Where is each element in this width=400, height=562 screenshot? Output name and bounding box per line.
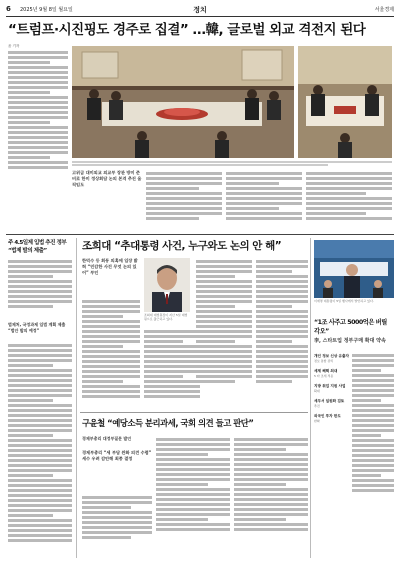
story5-subhead: 경제부총리 대정부질문 발언 <box>82 436 132 441</box>
lead-pull-quote: 고위급 대미외교 외교부 장관 방미 준비로 한미 정상회담 논의 본격 추진 움직임도 <box>72 170 142 187</box>
story3-body-3 <box>196 258 252 408</box>
lead-body-col-3 <box>226 170 302 230</box>
page-header <box>6 4 394 17</box>
column-rule-2 <box>310 238 311 558</box>
story5-body-2 <box>156 436 230 556</box>
sidebar-item: 세무서 일원화 검토 추진 <box>314 399 345 408</box>
story3-body-4 <box>256 258 308 408</box>
lead-photo-caption <box>72 160 392 167</box>
section-title: 정치 <box>193 6 207 14</box>
sidebar-list <box>314 354 350 429</box>
story5-divider <box>80 412 308 413</box>
issue-date: 2025년 9월 8일 월요일 <box>20 7 73 13</box>
story5-pull-quote: 경제부총리 “세 부담 완화 의견 수렴” 세수 우려 감안해 최종 결정 <box>82 450 152 461</box>
story3-body-2 <box>144 328 200 408</box>
story2-headline: 주 4.5일제 입법 추진 정부 “법제 발의 제출” <box>8 240 67 254</box>
lead-headline: “트럼프·시진핑도 경주로 집결” …韓, 글로벌 외교 격전지 된다 <box>8 22 366 38</box>
story4-subhead: 李, 스타트업 정부구매 확대 약속 <box>314 338 386 344</box>
publication-name: 서울경제 <box>374 7 394 13</box>
story4-body <box>352 352 394 512</box>
story3-headline: 조희대 “추대통령 사건, 누구와도 논의 안 해” <box>82 240 282 252</box>
story2-subhead: 법제처, 국정과제 입법 계획 제출 “법안 발의 예정” <box>8 322 66 333</box>
lead-byline: 윤 기자 <box>8 44 20 48</box>
story4-caption: 이재명 대통령이 5일 행사에서 발언하고 있다. <box>314 299 374 303</box>
lead-body-col-2 <box>146 170 222 230</box>
story4-photo <box>314 240 394 298</box>
story5-body-1 <box>82 494 152 556</box>
column-rule-1 <box>76 238 77 558</box>
section-divider <box>6 234 394 235</box>
story5-headline: 구윤철 “예당소득 분리과세, 국회 의견 들고 판단” <box>82 418 254 428</box>
story2-body-2 <box>8 342 72 558</box>
story2-body-1 <box>8 258 72 318</box>
lead-body-col-4 <box>306 170 392 230</box>
sidebar-item: 외국인 투자 한도 완화 <box>314 414 341 423</box>
sidebar-item: 세제 혜택 최대 5 타 조세 적용 <box>314 369 338 378</box>
page-number: 6 <box>6 5 11 13</box>
sidebar-item: 지방 취업 지원 사업 확대 <box>314 384 346 393</box>
story3-caption: 조희대 대법원장이 지난 5일 대법원으로 출근하고 있다. <box>144 313 188 321</box>
lead-photo <box>72 46 294 158</box>
story3-pull-quote: 한덕수 등 회동 의혹에 입장 밝혀 “민감한 사건 무엇 논의 있어” 부인 <box>82 258 138 275</box>
sidebar-item: 개인 정보 신상 유출자 정보 통합 관리 <box>314 354 349 363</box>
story4-headline: “1조 사주고 5000억은 버릴 각오” <box>314 319 387 335</box>
story5-body-3 <box>234 436 308 556</box>
story3-body-1 <box>82 298 140 408</box>
lead-body-col-1 <box>8 44 68 170</box>
lead-photo-2 <box>298 46 392 158</box>
story3-photo <box>144 258 190 312</box>
